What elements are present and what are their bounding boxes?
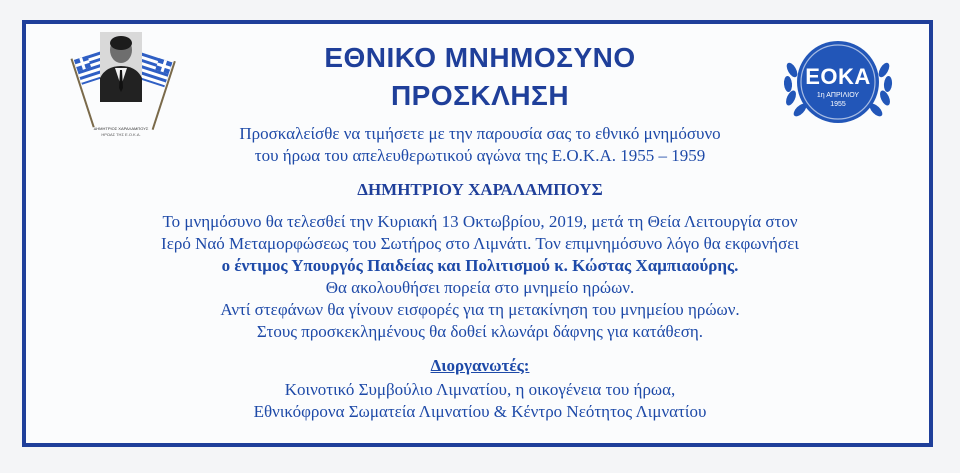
body-line-2: Ιερό Ναό Μεταμορφώσεως του Σωτήρος στο Λιμνάτι. Τον επιμνημόσυνο λόγο θα εκφωνήσει — [161, 234, 799, 253]
logo-date-line1: 1η ΑΠΡΙΛΙΟΥ — [816, 92, 860, 99]
intro-line-2: του ήρωα του απελευθερωτικού αγώνα της Ε.Ο.Κ.Α. 1955 – 1959 — [254, 146, 706, 165]
body-line-minister: ο έντιμος Υπουργός Παιδείας και Πολιτισμού κ. Κώστας Χαμπιαούρης. — [221, 256, 739, 275]
logo-date-line2: 1955 — [830, 101, 846, 108]
page-subtitle: ΠΡΟΣΚΛΗΣΗ — [390, 80, 570, 111]
body-line-1: Το μνημόσυνο θα τελεσθεί την Κυριακή 13 Οκτωβρίου, 2019, μετά τη Θεία Λειτουργία στον — [162, 212, 798, 231]
emblem-caption-line2: ΗΡΩΑΣ ΤΗΣ Ε.Ο.Κ.Α. — [101, 132, 141, 137]
organizers-label: Διοργανωτές: — [430, 356, 530, 375]
organizers-line-2: Εθνικόφρονα Σωματεία Λιμνατίου & Κέντρο Νεότητος Λιμνατίου — [253, 402, 707, 421]
body-line-5: Αντί στεφάνων θα γίνουν εισφορές για τη μετακίνηση του μνημείου ηρώων. — [220, 300, 740, 319]
intro-line-1: Προσκαλείσθε να τιμήσετε με την παρουσία σας το εθνικό μνημόσυνο — [239, 124, 721, 143]
hero-name: ΔΗΜΗΤΡΙΟΥ ΧΑΡΑΛΑΜΠΟΥΣ — [357, 180, 603, 199]
body-line-4: Θα ακολουθήσει πορεία στο μνημείο ηρώων. — [325, 278, 635, 297]
logo-word: ΕΟΚΑ — [805, 64, 871, 89]
body-line-6: Στους προσκεκλημένους θα δοθεί κλωνάρι δάφνης για κατάθεση. — [256, 322, 704, 341]
organizers-line-1: Κοινοτικό Συμβούλιο Λιμνατίου, η οικογένεια του ήρωα, — [284, 380, 676, 399]
emblem-caption-line1: ΔΗΜΗΤΡΙΟΣ ΧΑΡΑΛΑΜΠΟΥΣ — [93, 126, 149, 131]
page-title: ΕΘΝΙΚΟ ΜΝΗΜΟΣΥΝΟ — [324, 42, 636, 73]
